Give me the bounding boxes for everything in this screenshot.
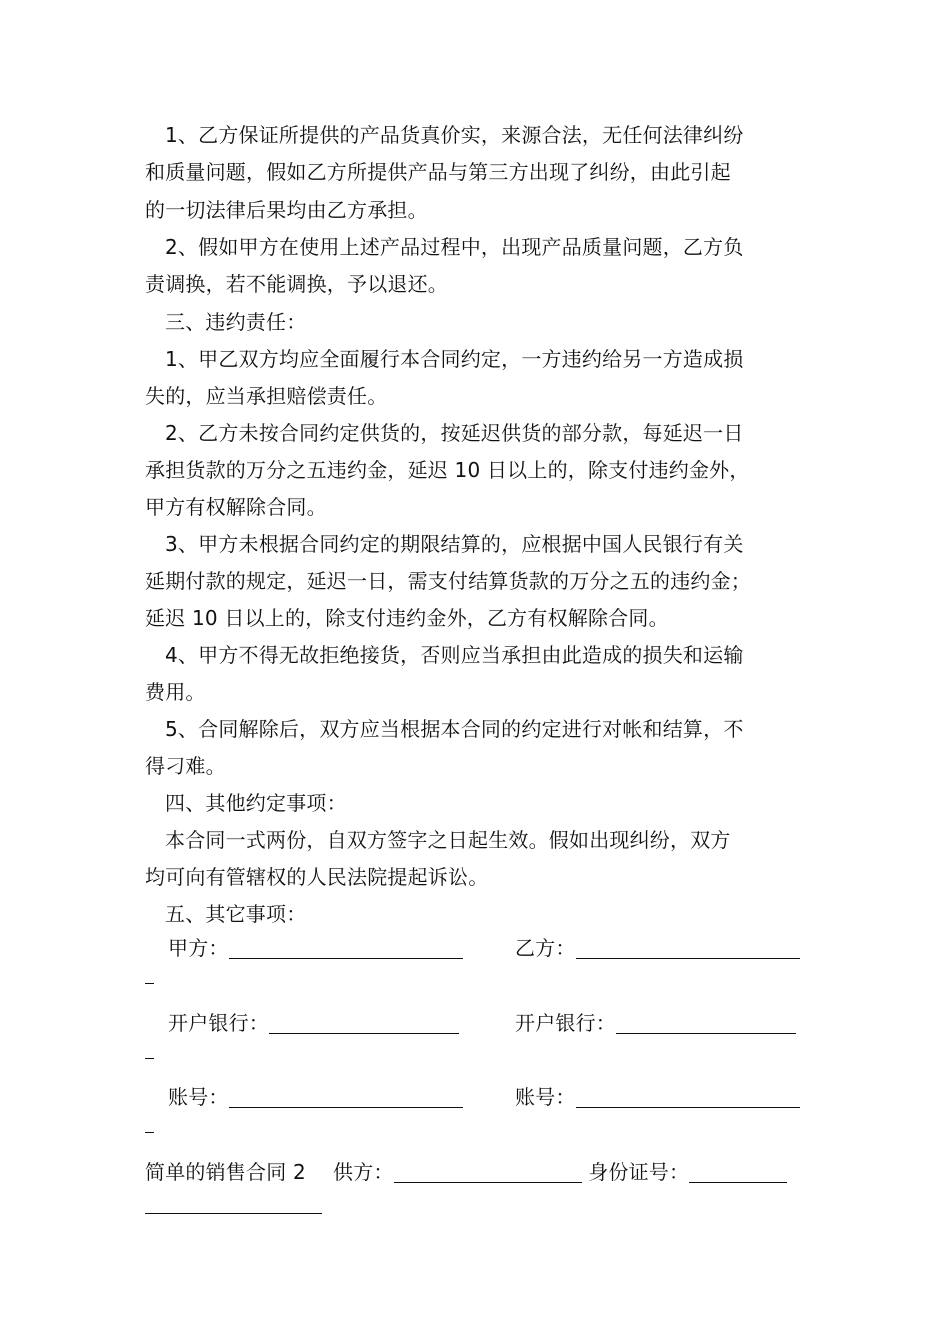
misc-heading: 五、其它事项： [165, 902, 307, 926]
breach-2-line-1: 2、乙方未按合同约定供货的，按延迟供货的部分款，每延迟一日 [165, 421, 744, 445]
account-b-field[interactable] [515, 1082, 800, 1112]
bank-a-label: 开户银行： [168, 1011, 269, 1035]
breach-4-line-1: 4、甲方不得无故拒绝接货，否则应当承担由此造成的损失和运输 [165, 643, 744, 667]
bank-b-field[interactable] [515, 1008, 796, 1038]
breach-2-line-3: 甲方有权解除合同。 [145, 495, 327, 519]
breach-1-line-1: 1、甲乙双方均应全面履行本合同约定，一方违约给另一方造成损 [165, 347, 744, 371]
other-terms-line-1: 本合同一式两份，自双方签字之日起生效。假如出现纠纷，双方 [165, 828, 731, 852]
party-b-label: 乙方： [515, 936, 576, 960]
party-a-field[interactable] [168, 933, 463, 963]
next-contract-title: 简单的销售合同 2 [145, 1160, 306, 1184]
party-row-wrap-underline [145, 983, 154, 984]
supplier-label: 供方： [333, 1160, 394, 1184]
breach-heading: 三、违约责任： [165, 310, 307, 334]
party-b-blank[interactable] [576, 938, 800, 959]
clause-2-line-1: 2、假如甲方在使用上述产品过程中，出现产品质量问题，乙方负 [165, 235, 744, 259]
account-a-label: 账号： [168, 1085, 229, 1109]
id-number-wrap-underline[interactable] [145, 1213, 322, 1214]
breach-5-line-1: 5、合同解除后，双方应当根据本合同的约定进行对帐和结算，不 [165, 717, 744, 741]
next-contract-line [145, 1157, 845, 1187]
account-a-blank[interactable] [229, 1087, 463, 1108]
bank-b-blank[interactable] [616, 1013, 796, 1034]
clause-2-line-2: 责调换，若不能调换，予以退还。 [145, 272, 448, 296]
account-b-blank[interactable] [576, 1087, 800, 1108]
other-terms-heading: 四、其他约定事项： [165, 791, 347, 815]
breach-3-line-1: 3、甲方未根据合同约定的期限结算的，应根据中国人民银行有关 [165, 532, 744, 556]
party-a-label: 甲方： [168, 936, 229, 960]
breach-4-line-2: 费用。 [145, 680, 206, 704]
party-b-field[interactable] [515, 933, 800, 963]
breach-3-line-3: 延迟 10 日以上的，除支付违约金外，乙方有权解除合同。 [145, 606, 669, 630]
id-number-blank[interactable] [689, 1162, 787, 1183]
breach-2-line-2: 承担货款的万分之五违约金，延迟 10 日以上的，除支付违约金外， [145, 458, 750, 482]
bank-a-blank[interactable] [269, 1013, 459, 1034]
clause-1-line-1: 1、乙方保证所提供的产品货真价实，来源合法，无任何法律纠纷 [165, 123, 744, 147]
account-a-field[interactable] [168, 1082, 463, 1112]
account-row-wrap-underline [145, 1132, 154, 1133]
bank-row-wrap-underline [145, 1058, 154, 1059]
breach-3-line-2: 延期付款的规定，延迟一日，需支付结算货款的万分之五的违约金； [145, 569, 751, 593]
clause-1-line-3: 的一切法律后果均由乙方承担。 [145, 198, 428, 222]
bank-a-field[interactable] [168, 1008, 459, 1038]
clause-1-line-2: 和质量问题，假如乙方所提供产品与第三方出现了纠纷，由此引起 [145, 160, 731, 184]
id-number-label: 身份证号： [588, 1160, 690, 1184]
breach-5-line-2: 得刁难。 [145, 754, 226, 778]
other-terms-line-2: 均可向有管辖权的人民法院提起诉讼。 [145, 865, 489, 889]
supplier-blank[interactable] [394, 1162, 582, 1183]
party-a-blank[interactable] [229, 938, 463, 959]
account-b-label: 账号： [515, 1085, 576, 1109]
bank-b-label: 开户银行： [515, 1011, 616, 1035]
breach-1-line-2: 失的，应当承担赔偿责任。 [145, 384, 388, 408]
